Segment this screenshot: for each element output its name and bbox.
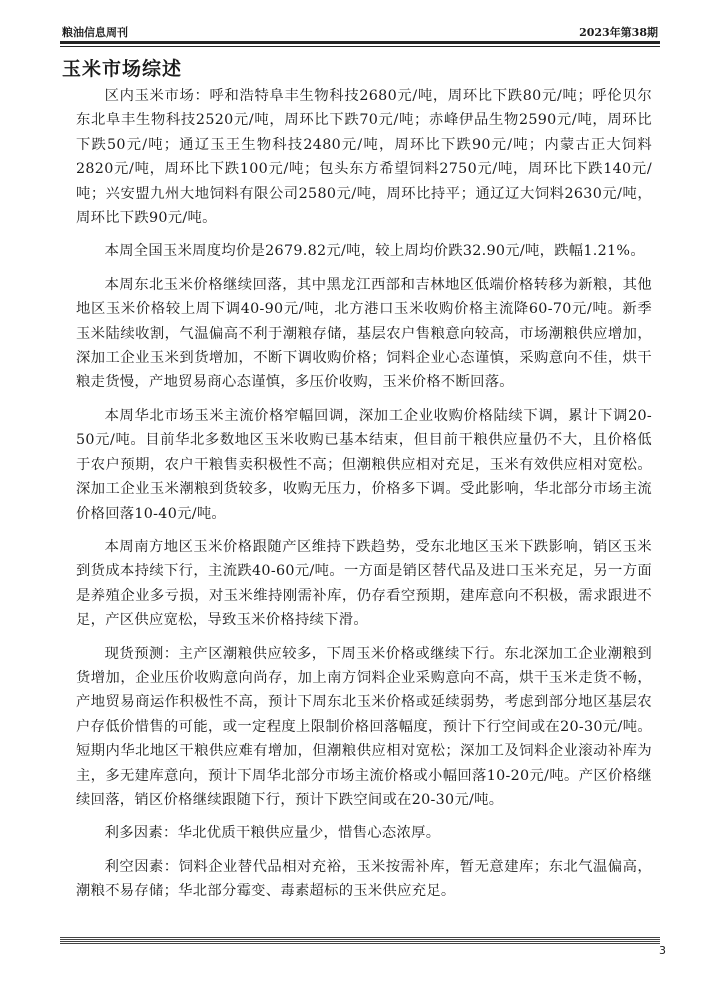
header-rule-thin [60,46,660,47]
footer-rule-3 [60,941,660,942]
paragraph-bullish-factors: 利多因素：华北优质干粮供应量少，惜售心态浓厚。 [104,825,441,842]
publication-name: 粮油信息周刊 [62,26,128,39]
section-title: 玉米市场综述 [62,58,183,80]
paragraph-bearish-factors: 利空因素：饲料企业替代品相对充裕，玉米按需补库，暂无意建库；东北气温偏高，潮粮不易存储；华北部分霉变、毒素超标的玉米供应充足。 [76,858,652,900]
page-header [62,20,658,40]
issue-number: 2023年第38期 [579,26,658,39]
paragraph-regional-market: 区内玉米市场：呼和浩特阜丰生物科技2680元/吨，周环比下跌80元/吨；呼伦贝尔东北阜丰生物科技2520元/吨，周环比下跌70元/吨；赤峰伊品生物2590元/吨，周环比下跌50元/吨；通辽玉王生物科技2480元/吨，周环比下跌90元/吨；内蒙古正大饲料2820元/吨，周环比下跌100元/吨；包头东方希望饲料2750元/吨，周环比下跌140元/吨；兴安盟九州大地饲料有限公司2580元/吨，周环比持平；通辽辽大饲料2630元/吨，周环比下跌90元/吨。 [76,88,652,227]
header-rule-thick [60,41,660,44]
footer-rule-4 [60,943,660,944]
paragraph-south: 本周南方地区玉米价格跟随产区维持下跌趋势，受东北地区玉米下跌影响，销区玉米到货成本持续下行，主流跌40-60元/吨。一方面是销区替代品及进口玉米充足，另一方面是养殖企业多亏损，对玉米维持刚需补库，仍存看空预期，建库意向不积极，需求跟进不足，产区供应宽松，导致玉米价格持续下滑。 [76,538,652,629]
footer-rule-1 [60,937,660,938]
paragraph-north-china: 本周华北市场玉米主流价格窄幅回调，深加工企业收购价格陆续下调，累计下调20-50元/吨。目前华北多数地区玉米收购已基本结束，但目前干粮供应量仍不大，且价格低于农户预期，农户干粮售卖积极性不高；但潮粮供应相对充足，玉米有效供应相对宽松。深加工企业玉米潮粮到货较多，收购无压力，价格多下调。受此影响，华北部分市场主流价格回落10-40元/吨。 [76,407,652,522]
paragraph-national-average: 本周全国玉米周度均价是2679.82元/吨，较上周均价跌32.90元/吨，跌幅1.21%。 [104,243,645,260]
article-body [76,84,652,913]
paragraph-northeast: 本周东北玉米价格继续回落，其中黑龙江西部和吉林地区低端价格转移为新粮，其他地区玉米价格较上周下调40-90元/吨，北方港口玉米收购价格主流降60-70元/吨。新季玉米陆续收割，气温偏高不利于潮粮存储，基层农户售粮意向较高，市场潮粮供应增加，深加工企业玉米到货增加，不断下调收购价格；饲料企业心态谨慎，采购意向不佳，烘干粮走货慢，产地贸易商心态谨慎，多压价收购，玉米价格不断回落。 [76,276,652,391]
page-number: 3 [659,944,666,957]
paragraph-forecast: 现货预测：主产区潮粮供应较多，下周玉米价格或继续下行。东北深加工企业潮粮到货增加，企业压价收购意向尚存，加上南方饲料企业采购意向不高，烘干玉米走货不畅，产地贸易商运作积极性不高，预计下周东北玉米价格或延续弱势，考虑到部分地区基层农户存低价惜售的可能，或一定程度上限制价格回落幅度，预计下行空间或在20-30元/吨。短期内华北地区干粮供应难有增加，但潮粮供应相对宽松；深加工及饲料企业滚动补库为主，多无建库意向，预计下周华北部分市场主流价格或小幅回落10-20元/吨。产区价格继续回落，销区价格继续跟随下行，预计下跌空间或在20-30元/吨。 [76,645,652,808]
footer-rule-2 [60,939,660,940]
